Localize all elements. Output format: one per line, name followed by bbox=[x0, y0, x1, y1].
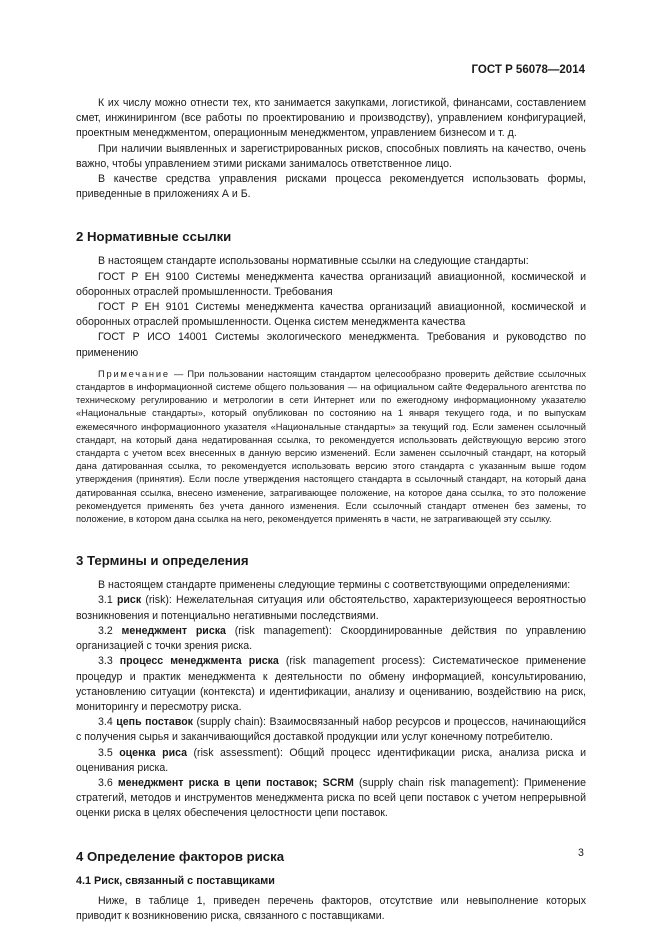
term-definition bbox=[76, 715, 586, 745]
term-text: (risk management): Скоординированные действия по управлению организацией с точки зрения риска. bbox=[76, 624, 586, 653]
term-number: 3.3 bbox=[98, 655, 120, 668]
term-number: 3.5 bbox=[98, 746, 120, 759]
page-number: 3 bbox=[578, 847, 584, 859]
term-name: цепь поставок bbox=[116, 716, 193, 729]
section-2-title: 2 Нормативные ссылки bbox=[76, 229, 232, 245]
term-definition bbox=[76, 746, 586, 776]
term-definition bbox=[76, 776, 586, 822]
term-text: (supply chain): Взаимосвязанный набор ресурсов и процессов, начинающийся с получения сырья и заканчивающийся доставкой продукции или услуг конечному потребителю. bbox=[76, 716, 586, 744]
term-name: менеджмент риска в цепи поставок; SCRM bbox=[117, 776, 354, 789]
term-text: (risk assessment): Общий процесс идентификации риска, анализа риска и оценивания риска. bbox=[76, 746, 587, 774]
subsection-4-1-title: 4.1 Риск, связанный с поставщиками bbox=[76, 874, 275, 887]
intro-paragraph-2: При наличии выявленных и зарегистрированных рисков, способных повлиять на качество, очень важно, чтобы управлением этими рисками занималось ответственное лицо. bbox=[76, 142, 586, 170]
note-label: Примечание bbox=[98, 368, 170, 379]
term-name: менеджмент риска bbox=[121, 624, 226, 637]
section-3-title: 3 Термины и определения bbox=[76, 553, 249, 569]
normative-ref-1: ГОСТ Р ЕН 9100 Системы менеджмента качества организаций авиационной, космической и оборонных отраслей промышленности. Требования bbox=[76, 270, 586, 298]
intro-paragraph-3: В качестве средства управления рисками процесса рекомендуется использовать формы, приведенные в приложениях А и Б. bbox=[76, 173, 586, 201]
term-number: 3.1 bbox=[98, 594, 117, 607]
section-4-text: Ниже, в таблице 1, приведен перечень факторов, отсутствие или невыполнение которых приводит к возникновению риска, связанного с поставщиками. bbox=[76, 894, 586, 922]
term-text: (supply chain risk management): Применение стратегий, методов и инструментов менеджмента риска по всей цепи поставок с учетом непрерывной оценки риска в целях обеспечения целостности цепи поставок. bbox=[76, 776, 586, 820]
section-4-title: 4 Определение факторов риска bbox=[76, 848, 285, 864]
section-3-intro: В настоящем стандарте применены следующие термины с соответствующими определениями: bbox=[98, 579, 571, 592]
section-2-note bbox=[76, 368, 586, 526]
term-name: риск bbox=[116, 594, 142, 607]
section-2-intro: В настоящем стандарте использованы нормативные ссылки на следующие стандарты: bbox=[98, 255, 529, 268]
page-content bbox=[76, 96, 586, 924]
term-text: (risk management process): Систематическое применение процедур и практик менеджмента к деятельности по обмену информацией, консультированию, установлению ситуации (контекста) и идентификации, анализу и оцениванию, воздействию на риск, мониторингу и пересмотру риска. bbox=[76, 655, 586, 713]
intro-paragraph-1: К их числу можно отнести тех, кто занимается закупками, логистикой, финансами, составлением смет, инжинирингом (все работы по проектированию и производству), управлением конфигурацией, проектным менеджментом, операционным менеджментом, управлением бизнесом и т. д. bbox=[76, 97, 586, 140]
term-text: (risk): Нежелательная ситуация или обстоятельство, характеризующееся вероятностью возникновения и потенциально негативными последствиями. bbox=[76, 594, 586, 622]
note-text: — При пользовании настоящим стандартом целесообразно проверить действие ссылочных стандартов в информационной системе общего пользования — на официальном сайте Федерального агентства по техническому регулированию и метрологии в сети Интернет или по ежегодному информационному указателю «Национальные стандарты», который опубликован по состоянию на 1 января текущего года, и по выпускам ежемесячного информационного указателя «Национальные стандарты» за текущий год. Если заменен ссылочный стандарт, на который дана недатированная ссылка, то рекомендуется использовать действующую версию этого стандарта с учетом всех внесенных в данную версию изменений. Если заменен ссылочный стандарт, на который дана датированная ссылка, то рекомендуется использовать версию этого стандарта с указанным выше годом утверждения (принятия). Если после утверждения настоящего стандарта в ссылочный стандарт, на который дана датированная ссылка, внесено изменение, затрагивающее положение, на которое дана ссылка, то это положение рекомендуется применять без учета данного изменения. Если ссылочный стандарт отменен без замены, то положение, в котором дана ссылка на него, рекомендуется применять в части, не затрагивающей эту ссылку. bbox=[76, 368, 586, 525]
term-name: оценка риса bbox=[119, 746, 188, 759]
normative-ref-2: ГОСТ Р ЕН 9101 Системы менеджмента качества организаций авиационной, космической и оборонных отраслей промышленности. Оценка систем менеджмента качества bbox=[76, 301, 586, 329]
term-number: 3.6 bbox=[98, 776, 118, 789]
normative-ref-3: ГОСТ Р ИСО 14001 Системы экологического менеджмента. Требования и руководство по применению bbox=[76, 331, 586, 359]
standard-header: ГОСТ Р 56078—2014 bbox=[471, 64, 585, 76]
term-name: процесс менеджмента риска bbox=[119, 655, 279, 668]
term-number: 3.2 bbox=[98, 624, 122, 637]
term-number: 3.4 bbox=[98, 716, 117, 729]
term-definition bbox=[76, 654, 586, 715]
term-definition bbox=[76, 624, 586, 654]
term-definition bbox=[76, 593, 586, 623]
